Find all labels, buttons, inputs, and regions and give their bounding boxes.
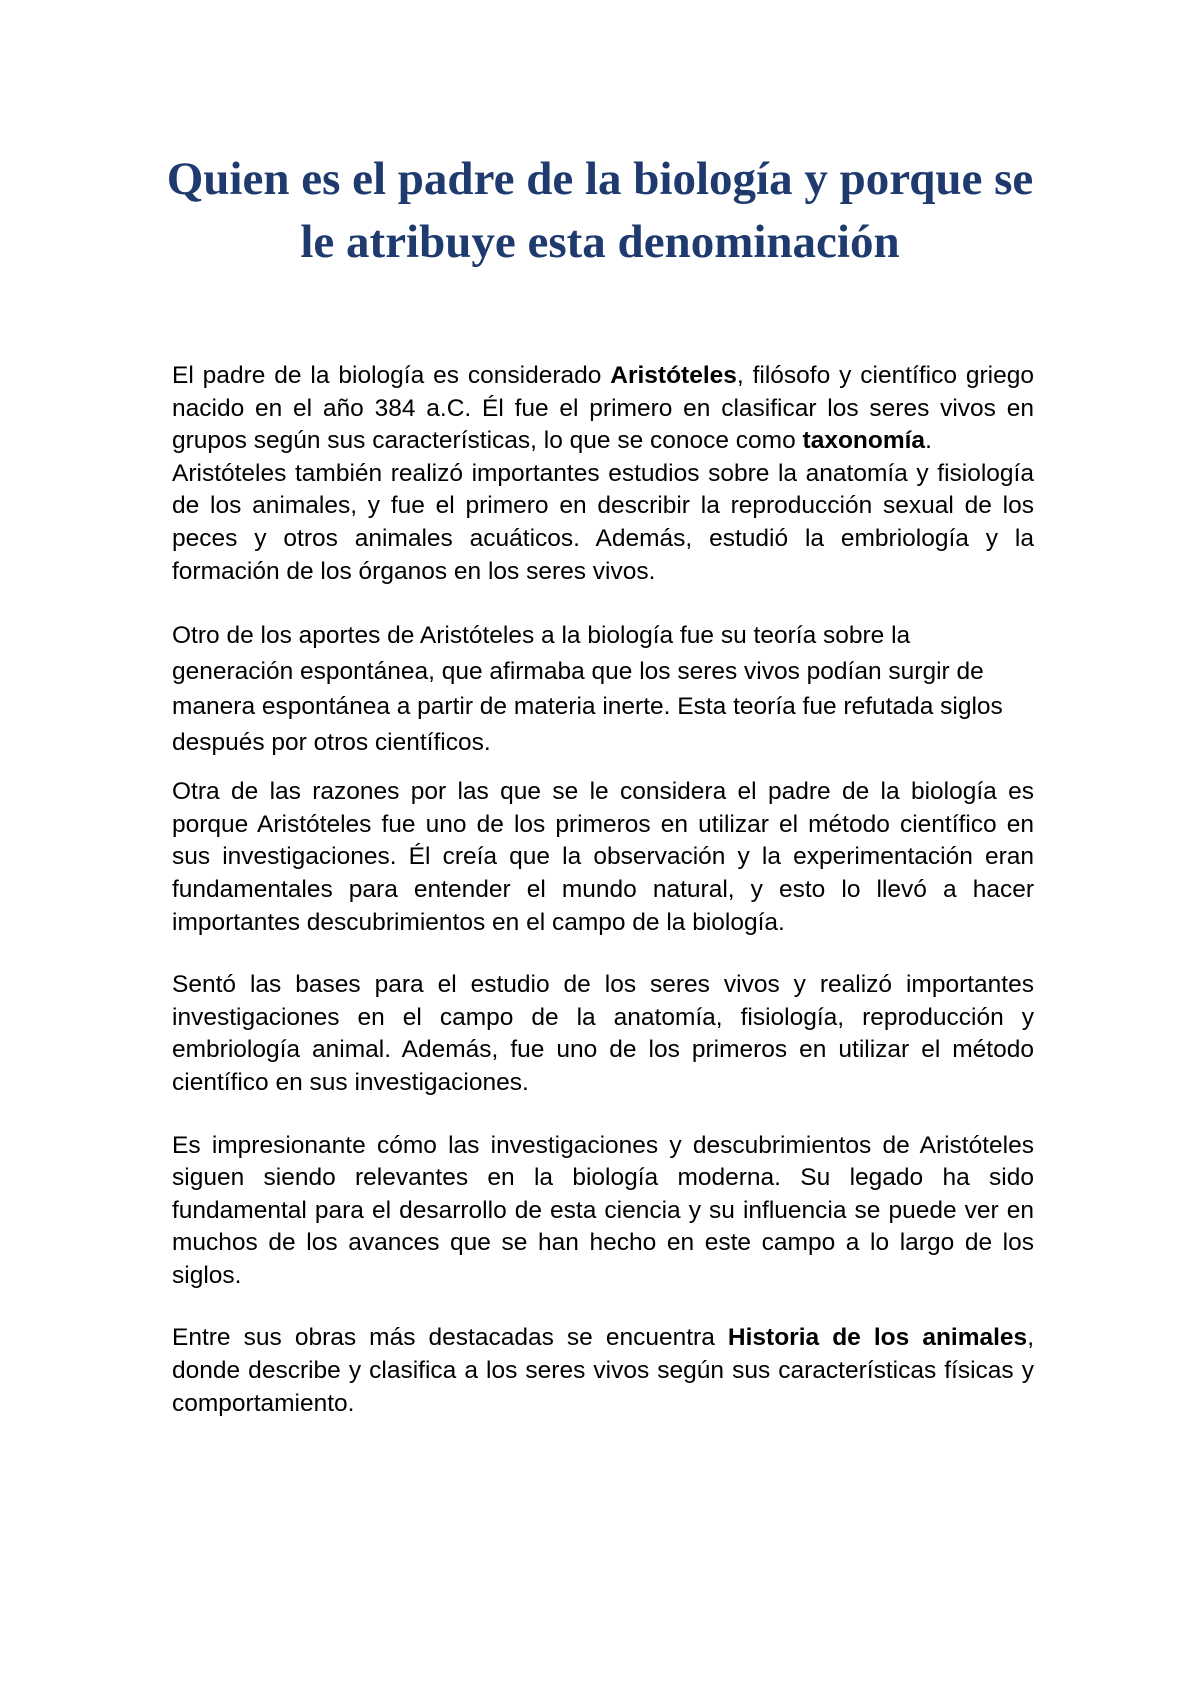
paragraph-1-bold-taxonomia: taxonomía: [802, 427, 926, 455]
document-body: [172, 360, 1034, 1420]
paragraph-1-bold-aristoteles: Aristóteles: [610, 362, 737, 389]
paragraph-7-text-start: Entre sus obras más destacadas se encuentra: [172, 1324, 728, 1352]
paragraph-6: Es impresionante cómo las investigaciones y descubrimientos de Aristóteles siguen siendo relevantes en la biología moderna. Su legado ha sido fundamental para el desarrollo de esta ciencia y su influencia se puede ver en muchos de los avances que se han hecho en este campo a lo largo de los siglos.: [172, 1131, 1034, 1289]
paragraph-1-text-start: El padre de la biología es considerado: [172, 362, 611, 389]
paragraph-4: Otra de las razones por las que se le considera el padre de la biología es porque Aristóteles fue uno de los primeros en utilizar el método científico en sus investigaciones. Él creía que la observación y la experimentación eran fundamentales para entender el mundo natural, y esto lo llevó a hacer importantes descubrimientos en el campo de la biología.: [172, 778, 1034, 936]
paragraph-5: Sentó las bases para el estudio de los seres vivos y realizó importantes investigaciones en el campo de la anatomía, fisiología, reproducción y embriología animal. Además, fue uno de los primeros en utilizar el método científico en sus investigaciones.: [172, 971, 1034, 1096]
paragraph-3: Otro de los aportes de Aristóteles a la biología fue su teoría sobre la generación espontánea, que afirmaba que los seres vivos podían surgir de manera espontánea a partir de materia inerte. Esta teoría fue refutada siglos después por otros científicos.: [172, 622, 1003, 756]
paragraph-7-text-end: , donde describe y clasifica a los seres vivos según sus características físicas y comportamiento.: [172, 1324, 1035, 1417]
paragraph-7: [172, 1322, 1034, 1420]
paragraph-1-text-end: .: [925, 427, 932, 455]
paragraph-2: Aristóteles también realizó importantes estudios sobre la anatomía y fisiología de los animales, y fue el primero en describir la reproducción sexual de los peces y otros animales acuáticos. Además, estudió la embriología y la formación de los órganos en los seres vivos.: [172, 459, 1034, 585]
paragraph-1: [172, 360, 1034, 458]
paragraph-1-text-middle: , filósofo y científico griego nacido en el año 384 a.C. Él fue el primero en clasificar los seres vivos en grupos según sus características, lo que se conoce como: [172, 362, 1034, 455]
document-title: Quien es el padre de la biología y porque se le atribuye esta denominación: [166, 153, 1034, 268]
paragraph-7-bold-historia: Historia de los animales: [727, 1324, 1028, 1352]
